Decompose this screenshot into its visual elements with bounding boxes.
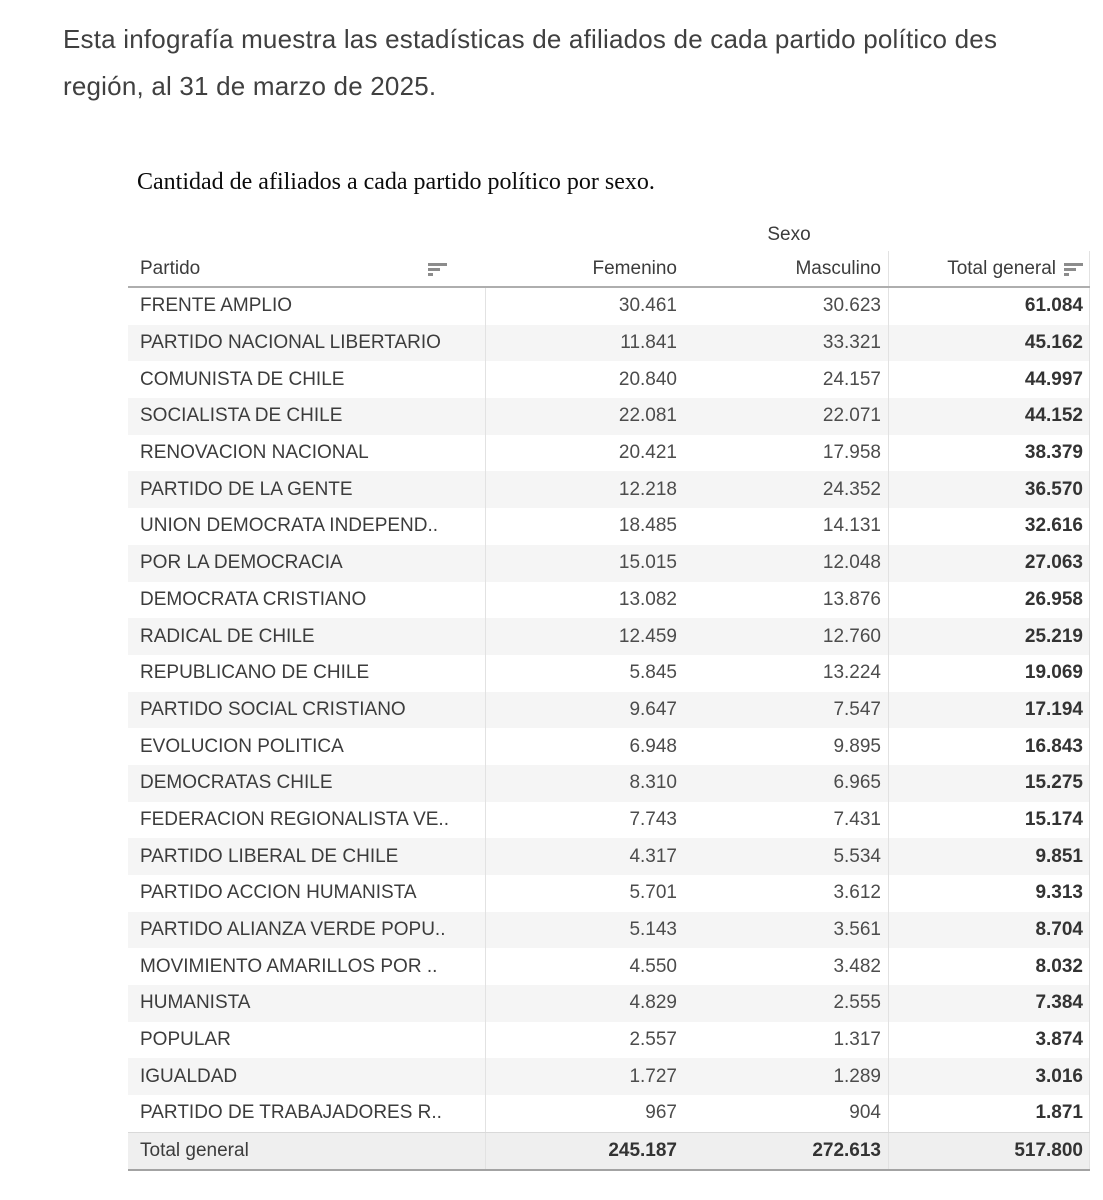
- party-name: DEMOCRATA CRISTIANO: [140, 588, 367, 610]
- total-value: 38.379: [888, 435, 1090, 472]
- party-name: RENOVACION NACIONAL: [140, 442, 369, 464]
- total-value: 44.152: [888, 398, 1090, 435]
- table-row[interactable]: [128, 655, 1090, 692]
- party-name: FRENTE AMPLIO: [140, 295, 293, 317]
- total-value: 16.843: [888, 728, 1090, 765]
- party-name: IGUALDAD: [140, 1065, 238, 1087]
- party-name: PARTIDO LIBERAL DE CHILE: [140, 845, 399, 867]
- party-name: PARTIDO DE TRABAJADORES R..: [140, 1102, 442, 1124]
- total-value: 19.069: [888, 655, 1090, 692]
- femenino-value: 967: [485, 1095, 690, 1132]
- column-header-femenino[interactable]: [485, 251, 690, 286]
- femenino-value: 5.845: [485, 655, 690, 692]
- grand-total-masculino: 272.613: [812, 1139, 881, 1161]
- total-value: 9.851: [888, 838, 1090, 875]
- masculino-value: 14.131: [822, 515, 881, 537]
- femenino-value: 4.550: [485, 948, 690, 985]
- total-value: 15.275: [888, 765, 1090, 802]
- party-name: HUMANISTA: [140, 992, 251, 1014]
- masculino-value: 9.895: [833, 735, 881, 757]
- total-value: 32.616: [888, 508, 1090, 545]
- total-value: 1.871: [888, 1095, 1090, 1132]
- masculino-value: 24.352: [822, 478, 881, 500]
- total-value: 61.084: [888, 288, 1090, 325]
- table-row[interactable]: [128, 875, 1090, 912]
- party-name: POR LA DEMOCRACIA: [140, 552, 343, 574]
- party-name: MOVIMIENTO AMARILLOS POR ..: [140, 955, 438, 977]
- table-row[interactable]: [128, 985, 1090, 1022]
- party-name: PARTIDO DE LA GENTE: [140, 478, 353, 500]
- masculino-value: 13.876: [822, 588, 881, 610]
- table-row[interactable]: [128, 838, 1090, 875]
- table-row[interactable]: [128, 398, 1090, 435]
- table-row[interactable]: [128, 728, 1090, 765]
- total-value: 8.704: [888, 912, 1090, 949]
- intro-line-2: región, al 31 de marzo de 2025.: [63, 71, 437, 101]
- column-header-partido[interactable]: [128, 251, 485, 286]
- party-name: PARTIDO ALIANZA VERDE POPU..: [140, 919, 446, 941]
- table-header-row: [128, 251, 1090, 288]
- total-value: 44.997: [888, 361, 1090, 398]
- femenino-value: 12.459: [485, 618, 690, 655]
- total-value: 25.219: [888, 618, 1090, 655]
- party-name: EVOLUCION POLITICA: [140, 735, 344, 757]
- column-header-total[interactable]: [888, 251, 1090, 286]
- party-name: PARTIDO SOCIAL CRISTIANO: [140, 698, 406, 720]
- femenino-value: 13.082: [485, 582, 690, 619]
- table-row[interactable]: [128, 582, 1090, 619]
- masculino-value: 33.321: [822, 332, 881, 354]
- total-value: 27.063: [888, 545, 1090, 582]
- femenino-value: 7.743: [485, 802, 690, 839]
- party-name: REPUBLICANO DE CHILE: [140, 662, 370, 684]
- party-name: PARTIDO ACCION HUMANISTA: [140, 882, 417, 904]
- masculino-value: 1.289: [833, 1065, 881, 1087]
- table-row[interactable]: [128, 1058, 1090, 1095]
- column-group-header-row: [128, 218, 1090, 251]
- masculino-value: 7.431: [833, 808, 881, 830]
- femenino-value: 8.310: [485, 765, 690, 802]
- party-name: UNION DEMOCRATA INDEPEND..: [140, 515, 439, 537]
- grand-total-total: 517.800: [888, 1133, 1090, 1169]
- masculino-value: 22.071: [822, 405, 881, 427]
- masculino-value: 7.547: [833, 698, 881, 720]
- femenino-value: 11.841: [485, 325, 690, 362]
- table-row[interactable]: [128, 361, 1090, 398]
- table-row[interactable]: [128, 1095, 1090, 1132]
- table-row[interactable]: [128, 288, 1090, 325]
- femenino-value: 22.081: [485, 398, 690, 435]
- femenino-value: 12.218: [485, 471, 690, 508]
- masculino-value: 24.157: [822, 368, 881, 390]
- total-value: 15.174: [888, 802, 1090, 839]
- total-value: 26.958: [888, 582, 1090, 619]
- table-row[interactable]: [128, 545, 1090, 582]
- party-name: FEDERACION REGIONALISTA VE..: [140, 808, 449, 830]
- total-value: 9.313: [888, 875, 1090, 912]
- total-value: 7.384: [888, 985, 1090, 1022]
- femenino-value: 20.840: [485, 361, 690, 398]
- intro-line-1: Esta infografía muestra las estadísticas de afiliados de cada partido político des: [63, 24, 998, 54]
- intro-paragraph: [63, 16, 1103, 110]
- femenino-value: 4.829: [485, 985, 690, 1022]
- masculino-value: 1.317: [833, 1029, 881, 1051]
- table-body: [128, 288, 1090, 1132]
- femenino-value: 30.461: [485, 288, 690, 325]
- total-value: 3.016: [888, 1058, 1090, 1095]
- table-row[interactable]: [128, 435, 1090, 472]
- party-name: PARTIDO NACIONAL LIBERTARIO: [140, 332, 441, 354]
- table-row[interactable]: [128, 471, 1090, 508]
- masculino-header-label: Masculino: [795, 257, 881, 279]
- masculino-value: 17.958: [822, 442, 881, 464]
- total-value: 45.162: [888, 325, 1090, 362]
- table-row[interactable]: [128, 508, 1090, 545]
- femenino-value: 5.143: [485, 912, 690, 949]
- femenino-value: 2.557: [485, 1022, 690, 1059]
- masculino-value: 2.555: [833, 992, 881, 1014]
- table-row[interactable]: [128, 325, 1090, 362]
- total-header-label: Total general: [947, 257, 1056, 279]
- femenino-value: 20.421: [485, 435, 690, 472]
- masculino-value: 12.760: [822, 625, 881, 647]
- total-value: 3.874: [888, 1022, 1090, 1059]
- sexo-group-label: Sexo: [767, 224, 811, 245]
- table-row[interactable]: [128, 765, 1090, 802]
- party-name: COMUNISTA DE CHILE: [140, 368, 345, 390]
- masculino-value: 3.612: [833, 882, 881, 904]
- table-row[interactable]: [128, 802, 1090, 839]
- masculino-value: 12.048: [822, 552, 881, 574]
- party-name: SOCIALISTA DE CHILE: [140, 405, 343, 427]
- femenino-value: 9.647: [485, 692, 690, 729]
- column-header-masculino[interactable]: [690, 251, 888, 286]
- party-name: RADICAL DE CHILE: [140, 625, 315, 647]
- femenino-value: 5.701: [485, 875, 690, 912]
- femenino-value: 1.727: [485, 1058, 690, 1095]
- sort-descending-icon[interactable]: [428, 263, 447, 276]
- masculino-value: 30.623: [822, 295, 881, 317]
- masculino-value: 3.482: [833, 955, 881, 977]
- affiliates-table: [128, 218, 1090, 1171]
- masculino-value: 6.965: [833, 772, 881, 794]
- grand-total-row: [128, 1132, 1090, 1171]
- party-name: DEMOCRATAS CHILE: [140, 772, 333, 794]
- femenino-value: 4.317: [485, 838, 690, 875]
- masculino-value: 5.534: [833, 845, 881, 867]
- femenino-value: 15.015: [485, 545, 690, 582]
- table-title: Cantidad de afiliados a cada partido político por sexo.: [137, 169, 655, 195]
- partido-header-label: Partido: [140, 257, 201, 279]
- table-row[interactable]: [128, 912, 1090, 949]
- party-name: POPULAR: [140, 1029, 231, 1051]
- grand-total-label: Total general: [140, 1139, 249, 1161]
- table-row[interactable]: [128, 948, 1090, 985]
- table-row[interactable]: [128, 692, 1090, 729]
- femenino-value: 6.948: [485, 728, 690, 765]
- total-value: 8.032: [888, 948, 1090, 985]
- masculino-value: 904: [849, 1102, 881, 1124]
- total-value: 17.194: [888, 692, 1090, 729]
- masculino-value: 13.224: [822, 662, 881, 684]
- sort-descending-icon[interactable]: [1064, 263, 1083, 276]
- total-value: 36.570: [888, 471, 1090, 508]
- femenino-header-label: Femenino: [592, 257, 677, 279]
- femenino-value: 18.485: [485, 508, 690, 545]
- table-row[interactable]: [128, 618, 1090, 655]
- masculino-value: 3.561: [833, 919, 881, 941]
- grand-total-femenino: 245.187: [485, 1133, 690, 1169]
- table-row[interactable]: [128, 1022, 1090, 1059]
